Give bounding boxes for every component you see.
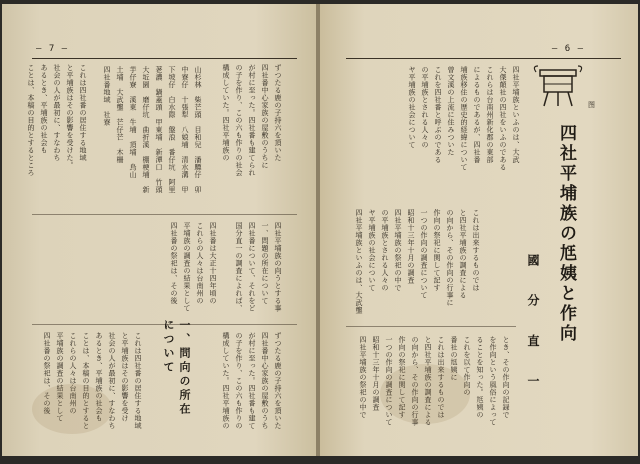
- right-lower-0: これは出来するものでは: [472, 209, 480, 292]
- left-lower-3: 国分直一の調査によれば、: [235, 222, 243, 312]
- left-bottom-6: と平埔族はその影響を受け: [121, 332, 129, 422]
- right-bottom-2: ることを知った。尪姨の: [476, 336, 484, 419]
- right-lower-2: の向から、その作向の行事に: [446, 209, 454, 307]
- place-list-7: 四社番地域 社寮: [103, 66, 111, 126]
- left-column-1: 四社番中心家族の屋敷のうちに: [261, 64, 269, 169]
- left-bottom-8: あるとき、平埔族の社会も: [95, 332, 103, 422]
- left-bottom-4: 構成していた。四社平埔族の: [222, 332, 230, 430]
- right-bottom-10: 昭和十三年十月の調査: [372, 336, 380, 411]
- left-bottom-7: 社会の人が最初に、すなわち: [108, 332, 116, 430]
- left-column-3: の子を作り、この六も作りの社会: [235, 64, 243, 177]
- left-bottom-12: 四社番の祭祀は、その後: [43, 332, 51, 415]
- ritual-vessel-icon: [530, 64, 586, 112]
- left-column-7: 社会の人が最初に、すなわち: [53, 64, 61, 162]
- page-number-right: — 6 —: [551, 44, 584, 54]
- emblem-label: 图: [588, 101, 595, 109]
- left-bottom-11: 平埔族の調査の結果として: [56, 332, 64, 422]
- right-column-2: これらは台南州新化郡の東部: [486, 66, 494, 164]
- page-number-left: — 7 —: [36, 44, 69, 54]
- right-lower-7: の平埔族とされる人々の: [381, 209, 389, 292]
- paper-stain: [32, 384, 112, 434]
- left-bottom-3: の子を作り、この六も作りの: [235, 332, 243, 430]
- left-column-4: 構成していた。四社平埔族の: [222, 64, 230, 162]
- right-bottom-9: 一つの作向の調査について: [385, 336, 393, 426]
- left-bottom-9: ことは、本稿の目的とすると: [82, 332, 90, 430]
- right-lower-1: と四社平埔族の調査による: [459, 209, 467, 299]
- left-bottom-0: ずつたる鹿の子持六を頂いた: [274, 332, 282, 430]
- header-rule-right: [346, 58, 621, 59]
- right-bottom-0: とき、その作向の記録で: [502, 336, 510, 419]
- right-page: [320, 4, 638, 456]
- right-lower-5: 昭和十三年十月の調査: [407, 209, 415, 284]
- left-lower-1: 一、問題の所在について: [261, 222, 269, 305]
- left-lower-6: 平埔族の調査の結果として: [183, 222, 191, 312]
- right-column-4: 埔族移住の歴史的経緯について: [460, 66, 468, 171]
- right-lower-6: 四社平埔族の祭祀の中で: [394, 209, 402, 292]
- right-bottom-1: を作向という風俗によって: [489, 336, 497, 426]
- left-page: [2, 4, 318, 456]
- place-list-2: 下坡仔 白水際 盤浪 番仔坑 阿里: [168, 66, 176, 194]
- middle-rule-left: [32, 214, 297, 215]
- left-lower-0: 四社平埔族の向うとする事: [274, 222, 282, 312]
- right-column-6: これを四社番と呼ぶのである: [434, 66, 442, 164]
- place-list-3: 荖濃 鍋蓋頭 甲東埔 新潭口 竹頭: [155, 66, 163, 194]
- place-list-0: 山杉林 柴芒頭 目和兒 潘驃仔 卯: [194, 66, 202, 194]
- book-spread: [2, 4, 638, 456]
- right-bottom-3: これを以て作向の: [463, 336, 471, 396]
- right-lower-9: 四社平埔族といふのは、大武壟: [355, 209, 363, 314]
- right-lower-4: 一つの作向の調査について: [420, 209, 428, 299]
- place-list-5: 芋仔寮 溪東 牛埔 頂埔 烏山: [129, 66, 137, 179]
- left-column-8: あるとき、平埔族の社会も: [40, 64, 48, 154]
- left-lower-7: 四社番の祭祀は、その後: [170, 222, 178, 305]
- lower-rule-right: [346, 326, 516, 327]
- left-lower-5: これらの人々は台南州の: [196, 222, 204, 305]
- article-title: 四社平埔族の尪姨と作向: [556, 124, 576, 344]
- left-column-9: ことは、本稿の目的とするところ: [27, 64, 35, 177]
- left-lower-2: 四社番について、それをど: [248, 222, 256, 312]
- left-bottom-5: これは四社番の居住する地域: [134, 332, 142, 430]
- right-column-1: 大傑顛社の四社をいふのである: [499, 66, 507, 171]
- place-list-4: 大坵園 磨仔坑 曲折溪 棚梗埔 新: [142, 66, 150, 194]
- right-column-8: ヤ平埔族の社会について: [408, 66, 416, 149]
- left-lower-4: 四社番は大正十四年頃の: [209, 222, 217, 305]
- right-bottom-5: これは出来するものでは: [437, 336, 445, 419]
- place-list-6: 土埔 大武壟 芒仔芒 木柵: [116, 66, 124, 164]
- right-bottom-4: 番社の尪姨に: [450, 336, 458, 381]
- left-bottom-10: これらの人々は台南州の: [69, 332, 77, 415]
- paper-stain-right: [380, 364, 470, 424]
- article-author: 國 分 直 一: [526, 254, 540, 399]
- right-column-7: の平埔族とされる人々の: [421, 66, 429, 149]
- right-bottom-8: 作向の祭祀に関して記す: [398, 336, 406, 419]
- header-rule-left: [32, 58, 297, 59]
- section-heading: 一、問向の所在について: [162, 319, 191, 417]
- place-list-1: 中寮仔 十張犁 八娘埔 清水溝 甲: [181, 66, 189, 194]
- right-bottom-7: の向から、その作向の行事: [411, 336, 419, 426]
- left-bottom-2: が村に至った。四社番も建て: [248, 332, 256, 430]
- left-bottom-1: 四社番中心家族の屋敷のうち: [261, 332, 269, 430]
- right-bottom-6: と四社平埔族の調査による: [424, 336, 432, 426]
- right-column-0: 四社平埔族といふのは、大武: [512, 66, 520, 164]
- left-column-2: が村に至った。四社番も建てられ: [248, 64, 256, 177]
- right-column-3: によるものであるが、四社番: [473, 66, 481, 164]
- left-column-6: と平埔族はその影響を受けた。: [66, 64, 74, 169]
- left-column-5: これは四社番の居住する地域: [79, 64, 87, 162]
- right-bottom-11: 四社平埔族の祭祀の中で: [359, 336, 367, 419]
- right-column-5: 曾文溪の上流に住みついた: [447, 66, 455, 156]
- right-lower-3: 作向の祭祀に関して記す: [433, 209, 441, 292]
- right-lower-8: ヤ平埔族の社会について: [368, 209, 376, 292]
- left-column-0: ずつたる鹿の子持六を頂いた: [274, 64, 282, 162]
